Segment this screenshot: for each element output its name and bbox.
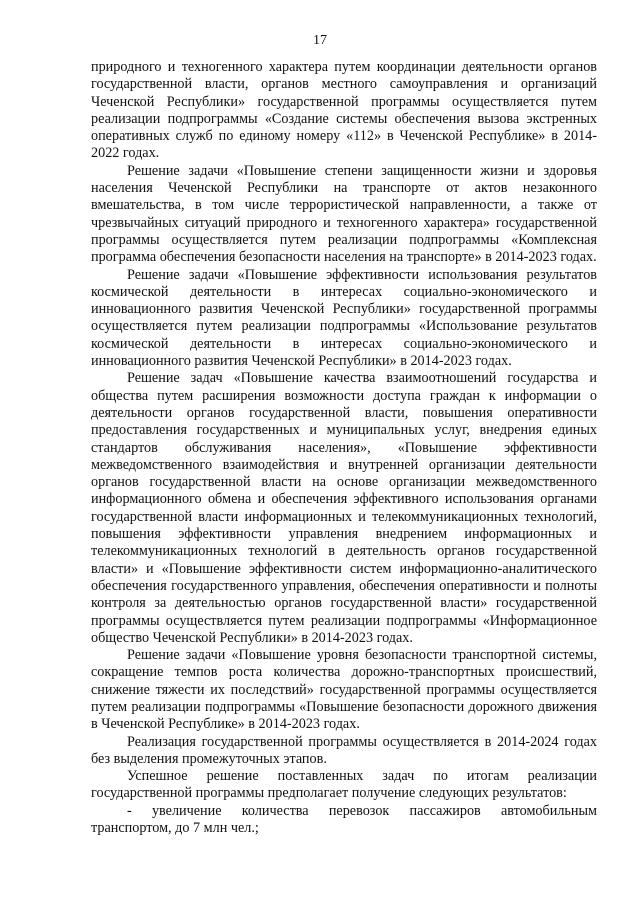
paragraph-space-activity: Решение задачи «Повышение эффективности использования результатов космической деятельности в интересах социально-экономического и инновационного развития Чеченской Республики» государственной программы осуществляется путем реализации подпрограммы «Использование результатов космической деятельности в интересах социально-экономического и инновационного развития Чеченской Республики» в 2014-2023 годах. [91,266,597,370]
paragraph-continuation: природного и техногенного характера путем координации деятельности органов государственной власти, органов местного самоуправления и организаций Чеченской Республики» государственной программы осуществляется путем реализации подпрограммы «Создание системы обеспечения вызова экстренных оперативных служб по единому номеру «112» в Чеченской Республике» в 2014-2022 годах. [91,59,597,162]
paragraph-implementation-period: Реализация государственной программы осуществляется в 2014-2024 годах без выделения промежуточных этапов. [91,733,597,767]
page-number: 17 [313,33,327,48]
paragraph-expected-results: Успешное решение поставленных задач по итогам реализации государственной программы предполагает получение следующих результатов: [91,768,597,802]
document-body [91,59,597,837]
paragraph-information-society: Решение задач «Повышение качества взаимоотношений государства и общества путем расширения возможности доступа граждан к информации о деятельности органов государственной власти, повышения оперативности предоставления государственных и муниципальных услуг, внедрения единых стандартов обслуживания населения», «Повышение эффективности межведомственного взаимодействия и внутренней организации деятельности органов государственной власти на основе организации межведомственного информационного обмена и обеспечения эффективного использования органами государственной власти информационных и телекоммуникационных технологий, повышения эффективности управления внедрением информационных и телекоммуникационных технологий в деятельность органов государственной власти» и «Повышение эффективности систем информационно-аналитического обеспечения государственного управления, обеспечения оперативности и полноты контроля за деятельностью органов государственной власти» государственной программы осуществляется путем реализации подпрограммы «Информационное общество Чеченской Республики» в 2014-2023 годах. [91,370,597,646]
list-item-passenger-transport: - увеличение количества перевозок пассажиров автомобильным транспортом, до 7 млн чел.; [91,802,597,837]
paragraph-transport-security: Решение задачи «Повышение степени защищенности жизни и здоровья населения Чеченской Республики на транспорте от актов незаконного вмешательства, в том числе террористической направленности, а также от чрезвычайных ситуаций природного и техногенного характера» государственной программы осуществляется путем реализации подпрограммы «Комплексная программа обеспечения безопасности населения на транспорте» в 2014-2023 годах. [91,162,597,266]
paragraph-road-safety: Решение задачи «Повышение уровня безопасности транспортной системы, сокращение темпов роста количества дорожно-транспортных происшествий, снижение тяжести их последствий» государственной программы осуществляется путем реализации подпрограммы «Повышение безопасности дорожного движения в Чеченской Республике» в 2014-2023 годах. [91,647,597,733]
